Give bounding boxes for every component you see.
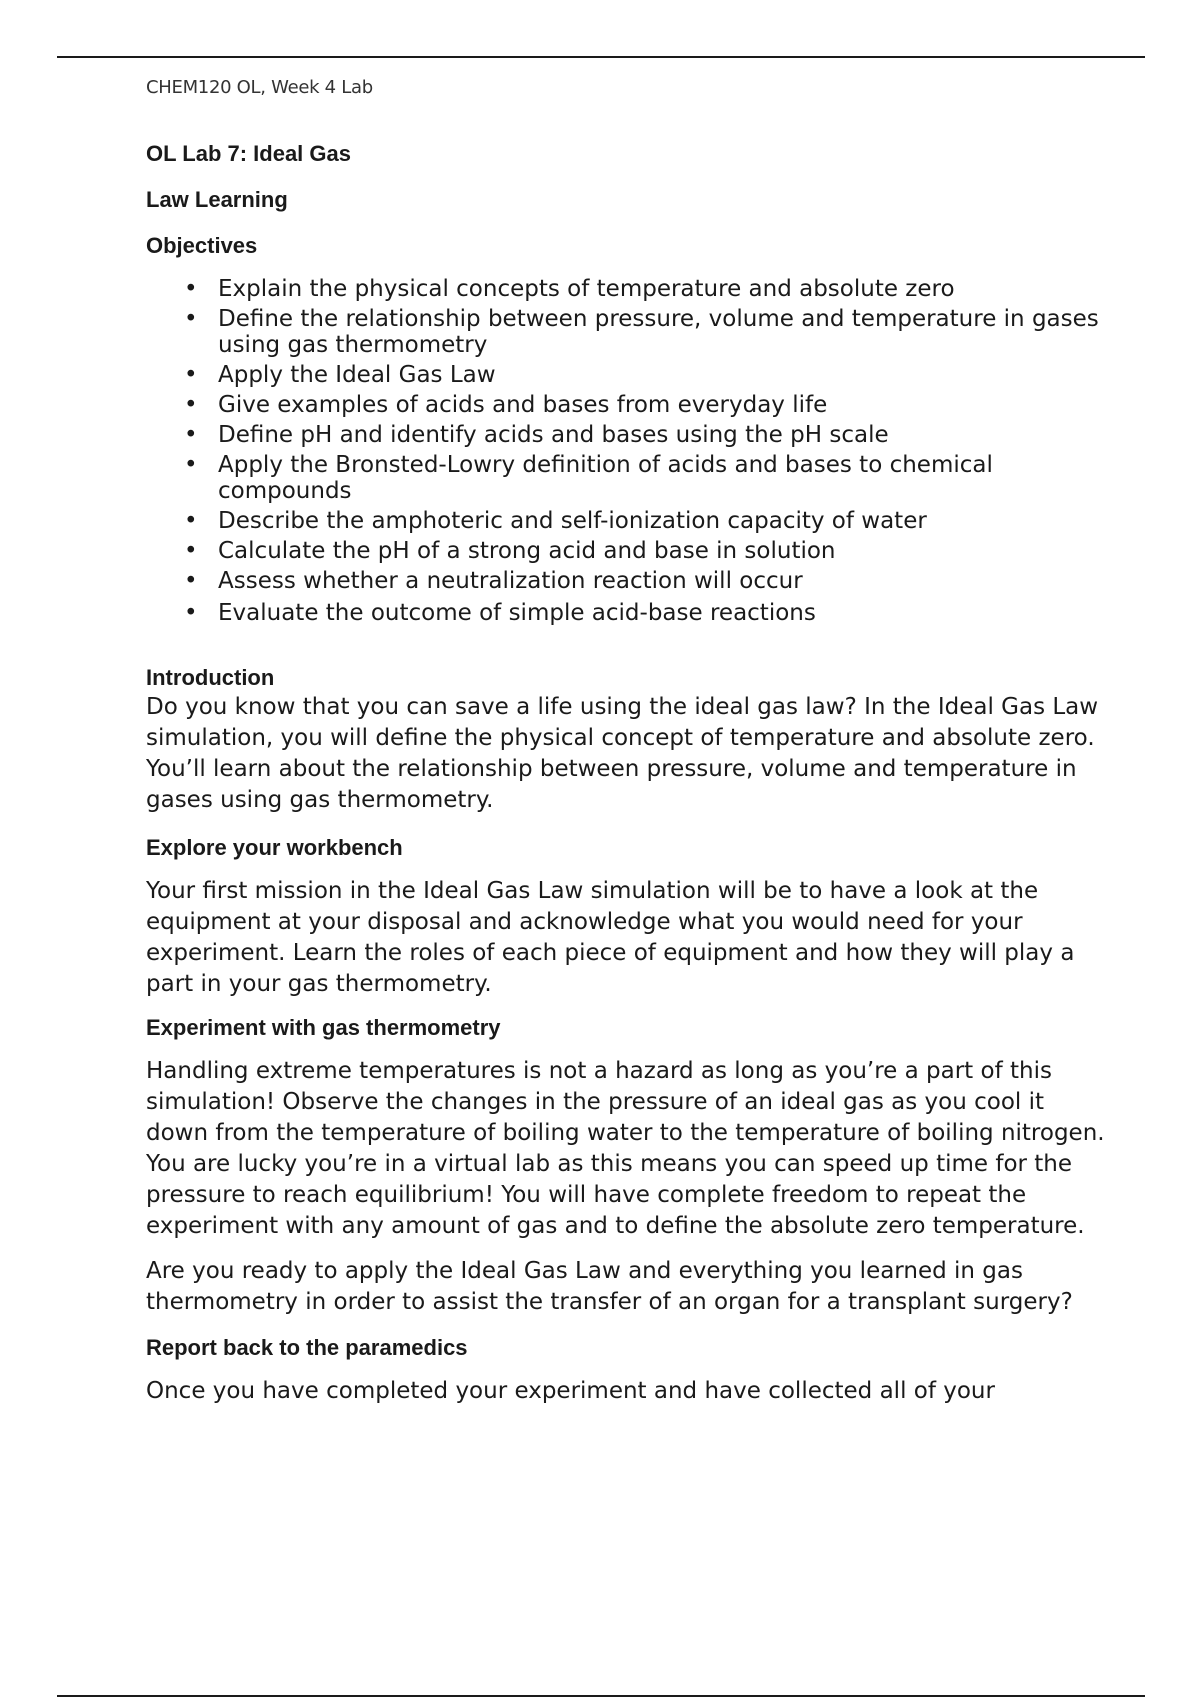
page-title-line-2: Law Learning xyxy=(146,187,288,212)
objectives-heading: Objectives xyxy=(146,233,258,258)
bullet-icon: • xyxy=(184,508,198,534)
bullet-icon: • xyxy=(184,392,198,418)
list-item: • Assess whether a neutralization reaction will occur xyxy=(184,568,803,594)
list-item: • Define pH and identify acids and bases using the pH scale xyxy=(184,422,889,448)
bullet-icon: • xyxy=(184,568,198,594)
list-item: • Calculate the pH of a strong acid and base in solution xyxy=(184,538,836,564)
introduction-text: Do you know that you can save a life using the ideal gas law? In the Ideal Gas Law simulation, you will define the physical concept of temperature and absolute zero. You’ll learn about the relationship between pressure, volume and temperature in gases using gas thermometry. xyxy=(146,694,1099,813)
list-item: • Describe the amphoteric and self-ionization capacity of water xyxy=(184,508,927,534)
bullet-icon: • xyxy=(184,600,198,626)
bullet-icon: • xyxy=(184,362,198,388)
experiment-text: Handling extreme temperatures is not a hazard as long as you’re a part of this simulation! Observe the changes in the pressure of an ideal gas as you cool it down from the temperature of boiling water to the temperature of boiling nitrogen. You are lucky you’re in a virtual lab as this means you can speed up time for the pressure to reach equilibrium! You will have complete freedom to repeat the experiment with any amount of gas and to define the absolute zero temperature. xyxy=(146,1058,1105,1239)
list-item: • Apply the Bronsted-Lowry definition of acids and bases to chemical compounds xyxy=(184,452,993,504)
list-item: • Give examples of acids and bases from everyday life xyxy=(184,392,828,418)
bullet-icon: • xyxy=(184,452,198,478)
experiment-heading: Experiment with gas thermometry xyxy=(146,1015,501,1040)
report-text: Once you have completed your experiment and have collected all of your xyxy=(146,1378,995,1404)
page-header: CHEM120 OL, Week 4 Lab xyxy=(146,77,373,98)
bullet-icon: • xyxy=(184,276,198,302)
workbench-heading: Explore your workbench xyxy=(146,835,403,860)
experiment-question: Are you ready to apply the Ideal Gas Law and everything you learned in gas thermometry in order to assist the transfer of an organ for a transplant surgery? xyxy=(146,1258,1073,1315)
header-rule xyxy=(57,56,1145,58)
page-title-line-1: OL Lab 7: Ideal Gas xyxy=(146,141,351,166)
list-item: • Evaluate the outcome of simple acid-base reactions xyxy=(184,600,816,626)
introduction-heading: Introduction xyxy=(146,665,275,690)
report-heading: Report back to the paramedics xyxy=(146,1335,468,1360)
list-item: • Define the relationship between pressure, volume and temperature in gases using gas thermometry xyxy=(184,306,1099,358)
document-body xyxy=(146,140,1106,1407)
bullet-icon: • xyxy=(184,422,198,448)
bullet-icon: • xyxy=(184,306,198,332)
workbench-text: Your first mission in the Ideal Gas Law simulation will be to have a look at the equipment at your disposal and acknowledge what you would need for your experiment. Learn the roles of each piece of equipment and how they will play a part in your gas thermometry. xyxy=(146,878,1075,997)
footer-rule xyxy=(57,1695,1145,1697)
list-item: • Explain the physical concepts of temperature and absolute zero xyxy=(184,276,955,302)
list-item: • Apply the Ideal Gas Law xyxy=(184,362,496,388)
bullet-icon: • xyxy=(184,538,198,564)
objectives-list xyxy=(146,276,1106,626)
